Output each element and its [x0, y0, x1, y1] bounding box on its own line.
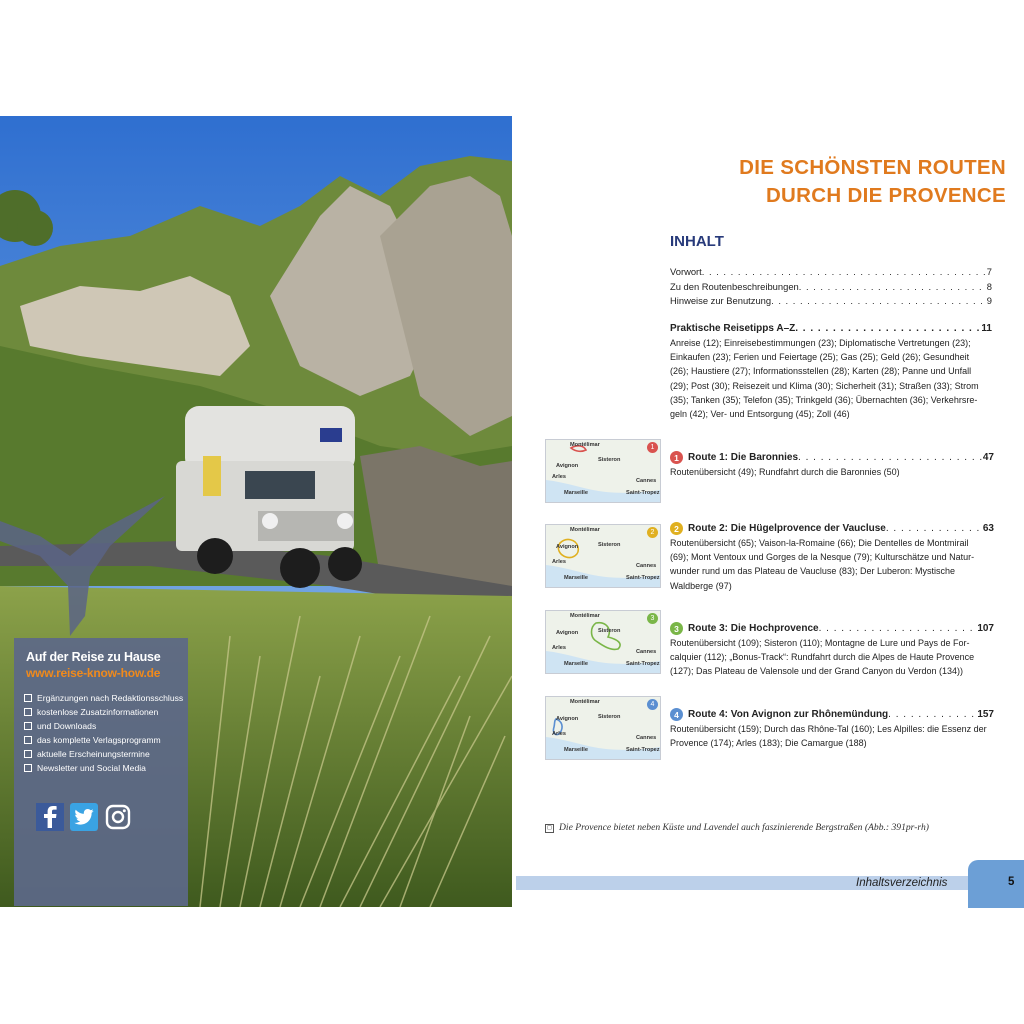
map-label: Montélimar	[570, 699, 600, 705]
photo-caption	[545, 822, 929, 833]
toc-entry-label: Route 1: Die Baronnies	[688, 452, 799, 463]
page-title-line-2: DURCH DIE PROVENCE	[765, 184, 1006, 207]
subentry-line: (26); Haustiere (27); Informationsstellen (28); Karten (28); Panne und Unfall	[670, 366, 972, 377]
map-label: Marseille	[564, 661, 588, 667]
map-label: Cannes	[636, 563, 657, 569]
map-label: Marseille	[564, 747, 588, 753]
subentry-line: (35); Tanken (35); Telefon (35); Trinkgeld (36); Übernachten (36); Verkehrsre-	[670, 394, 978, 405]
facebook-icon[interactable]	[36, 803, 64, 831]
map-label: Marseille	[564, 490, 588, 496]
footer-tab	[968, 860, 1024, 908]
route-number-badge: 2	[647, 527, 658, 538]
map-label: Montélimar	[570, 613, 600, 619]
map-label: Avignon	[556, 544, 579, 550]
route-4-map-thumbnail	[545, 696, 661, 760]
toc-entry[interactable]	[670, 281, 992, 292]
toc-entry-page: 47	[982, 452, 994, 463]
tips-subentries	[670, 336, 992, 421]
subentry-line: Provence (174); Arles (183); Die Camargue (188)	[670, 738, 867, 749]
toc-entry-route-4[interactable]	[670, 708, 994, 721]
toc-entry-label: Route 3: Die Hochprovence	[688, 623, 819, 634]
map-label: Cannes	[636, 735, 657, 741]
toc-entry-route-1[interactable]	[670, 451, 994, 464]
toc-entry-label: Vorwort	[670, 266, 702, 277]
route-3-subentries	[670, 636, 992, 679]
map-label: Montélimar	[570, 442, 600, 448]
toc-entry-label: Praktische Reisetipps A–Z	[670, 323, 796, 334]
leader-dots	[886, 523, 983, 534]
subentry-line: Routenübersicht (159); Durch das Rhône-Tal (160); Les Alpilles: die Essenz der	[670, 724, 987, 734]
map-label: Sisteron	[598, 542, 621, 548]
subentry-line: Routenübersicht (109); Sisteron (110); Montagne de Lure und Pays de For-	[670, 638, 970, 648]
toc-entry[interactable]	[670, 266, 992, 277]
route-number-badge: 3	[647, 613, 658, 624]
subentry-line: wunder rund um das Plateau de Vaucluse (83); Der Luberon: Mystische	[670, 566, 955, 577]
route-number-badge: 2	[670, 522, 683, 535]
toc-entry-tips[interactable]	[670, 323, 992, 334]
footer-section-label: Inhaltsverzeichnis	[856, 877, 948, 889]
toc-entry-label: Route 2: Die Hügelprovence der Vaucluse	[688, 523, 886, 534]
route-1-subentries	[670, 465, 992, 479]
map-label: Saint-Tropez	[626, 575, 660, 581]
toc-entry-label: Zu den Routenbeschreibungen	[670, 281, 799, 292]
map-label: Sisteron	[598, 457, 621, 463]
page-title-line-1: DIE SCHÖNSTEN ROUTEN	[739, 156, 1006, 179]
promo-item: aktuelle Erscheinungstermine	[24, 747, 183, 761]
map-label: Cannes	[636, 478, 657, 484]
map-label: Sisteron	[598, 714, 621, 720]
promo-item: kostenlose Zusatzinformationen	[24, 705, 183, 719]
map-label: Montélimar	[570, 527, 600, 533]
leader-dots	[888, 709, 977, 720]
route-2-map-thumbnail	[545, 524, 661, 588]
map-label: Sisteron	[598, 628, 621, 634]
map-label: Arles	[552, 731, 566, 737]
promo-title: Auf der Reise zu Hause	[26, 650, 161, 664]
subentry-line: calquier (112); „Bonus-Track“: Rundfahrt durch die Alpes de Haute Provence	[670, 652, 975, 663]
promo-item: und Downloads	[24, 719, 183, 733]
subentry-line: Einkaufen (23); Ferien und Feiertage (25); Gas (25); Geld (26); Gesundheit	[670, 352, 970, 363]
toc-entry-route-2[interactable]	[670, 522, 994, 535]
toc-entry-page: 8	[986, 281, 992, 292]
map-label: Arles	[552, 645, 566, 651]
subentry-line: (29); Post (30); Reisezeit und Klima (30); Sicherheit (31); Straßen (33); Strom	[670, 380, 979, 391]
social-icons	[36, 803, 132, 831]
map-label: Avignon	[556, 716, 579, 722]
route-number-badge: 4	[670, 708, 683, 721]
toc-entry-route-3[interactable]	[670, 622, 994, 635]
map-label: Marseille	[564, 575, 588, 581]
page-number: 5	[1008, 876, 1015, 888]
map-label: Saint-Tropez	[626, 661, 660, 667]
map-label: Arles	[552, 559, 566, 565]
map-label: Arles	[552, 474, 566, 480]
subentry-line: Routenübersicht (49); Rundfahrt durch die Baronnies (50)	[670, 467, 900, 477]
toc-entry-page: 63	[982, 523, 994, 534]
route-number-badge: 1	[647, 442, 658, 453]
contents-heading: INHALT	[670, 233, 724, 250]
route-2-subentries	[670, 536, 992, 593]
toc-entry-label: Hinweise zur Benutzung	[670, 295, 772, 306]
toc-entry-page: 157	[977, 709, 994, 720]
cover-photo	[0, 116, 512, 907]
leader-dots	[771, 295, 987, 306]
leader-dots	[702, 266, 987, 277]
leader-dots	[795, 323, 981, 334]
leader-dots	[798, 452, 983, 463]
route-number-badge: 1	[670, 451, 683, 464]
toc-entry-page: 9	[986, 295, 992, 306]
toc-entry-page: 107	[977, 623, 994, 634]
map-label: Saint-Tropez	[626, 490, 660, 496]
map-label: Cannes	[636, 649, 657, 655]
toc-entry[interactable]	[670, 295, 992, 306]
toc-entry-label: Route 4: Von Avignon zur Rhônemündung	[688, 709, 889, 720]
promo-item: Ergänzungen nach Redaktionsschluss	[24, 691, 183, 705]
instagram-icon[interactable]	[104, 803, 132, 831]
caption-marker: ◻	[545, 824, 554, 833]
publisher-promo-box	[14, 638, 188, 906]
map-label: Avignon	[556, 630, 579, 636]
route-3-map-thumbnail	[545, 610, 661, 674]
promo-url-link[interactable]: www.reise-know-how.de	[26, 666, 161, 680]
subentry-line: (69); Mont Ventoux und Gorges de la Nesque (79); Kulturschätze und Natur-	[670, 552, 975, 563]
subentry-line: Routenübersicht (65); Vaison-la-Romaine (66); Die Dentelles de Montmirail	[670, 538, 969, 548]
leader-dots	[799, 281, 987, 292]
subentry-line: Anreise (12); Einreisebestimmungen (23); Diplomatische Vertretungen (23);	[670, 338, 971, 348]
leader-dots	[819, 623, 978, 634]
promo-item: Newsletter und Social Media	[24, 761, 183, 775]
route-number-badge: 4	[647, 699, 658, 710]
caption-text: Die Provence bietet neben Küste und Lavendel auch faszinierende Bergstraßen (Abb.: 391pr-rh)	[559, 822, 929, 833]
route-1-map-thumbnail	[545, 439, 661, 503]
route-number-badge: 3	[670, 622, 683, 635]
map-label: Saint-Tropez	[626, 747, 660, 753]
toc-entry-page: 11	[981, 323, 992, 334]
footer-bar	[516, 876, 1024, 890]
map-label: Avignon	[556, 463, 579, 469]
promo-item: das komplette Verlagsprogramm	[24, 733, 183, 747]
subentry-line: (127); Das Plateau de Valensole und der Grand Canyon du Verdon (134))	[670, 666, 964, 677]
route-4-subentries	[670, 722, 992, 750]
subentry-line: Waldberge (97)	[670, 580, 732, 591]
toc-entry-page: 7	[986, 266, 992, 277]
twitter-icon[interactable]	[70, 803, 98, 831]
subentry-line: geln (42); Ver- und Entsorgung (45); Zoll (46)	[670, 409, 850, 420]
promo-list	[24, 691, 183, 775]
